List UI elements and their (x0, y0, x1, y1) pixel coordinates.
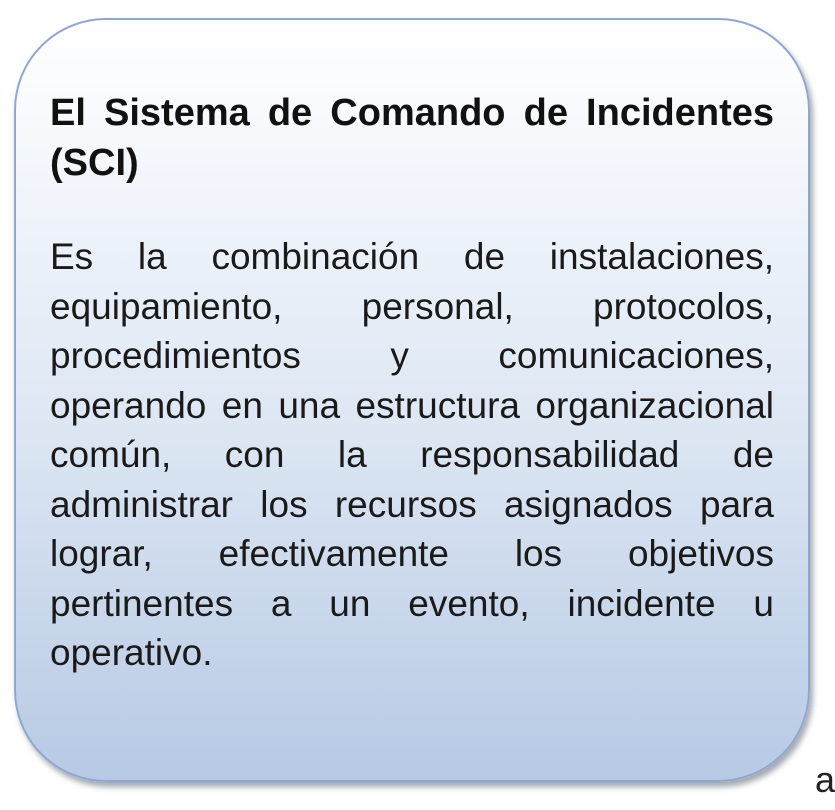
card-content (50, 88, 774, 678)
cropped-edge-text: a (815, 759, 835, 800)
info-card (14, 18, 810, 782)
card-body: Es la combinación de instalaciones, equipamiento, personal, protocolos, procedimientos y comunicaciones, operando en una estructura organizacional común, con la responsabilidad de administrar los recursos asignados para lograr, efectivamente los objetivos pertinentes a un evento, incidente u operativo. (50, 236, 774, 673)
card-title: El Sistema de Comando de Incidentes (SCI) (50, 92, 774, 184)
